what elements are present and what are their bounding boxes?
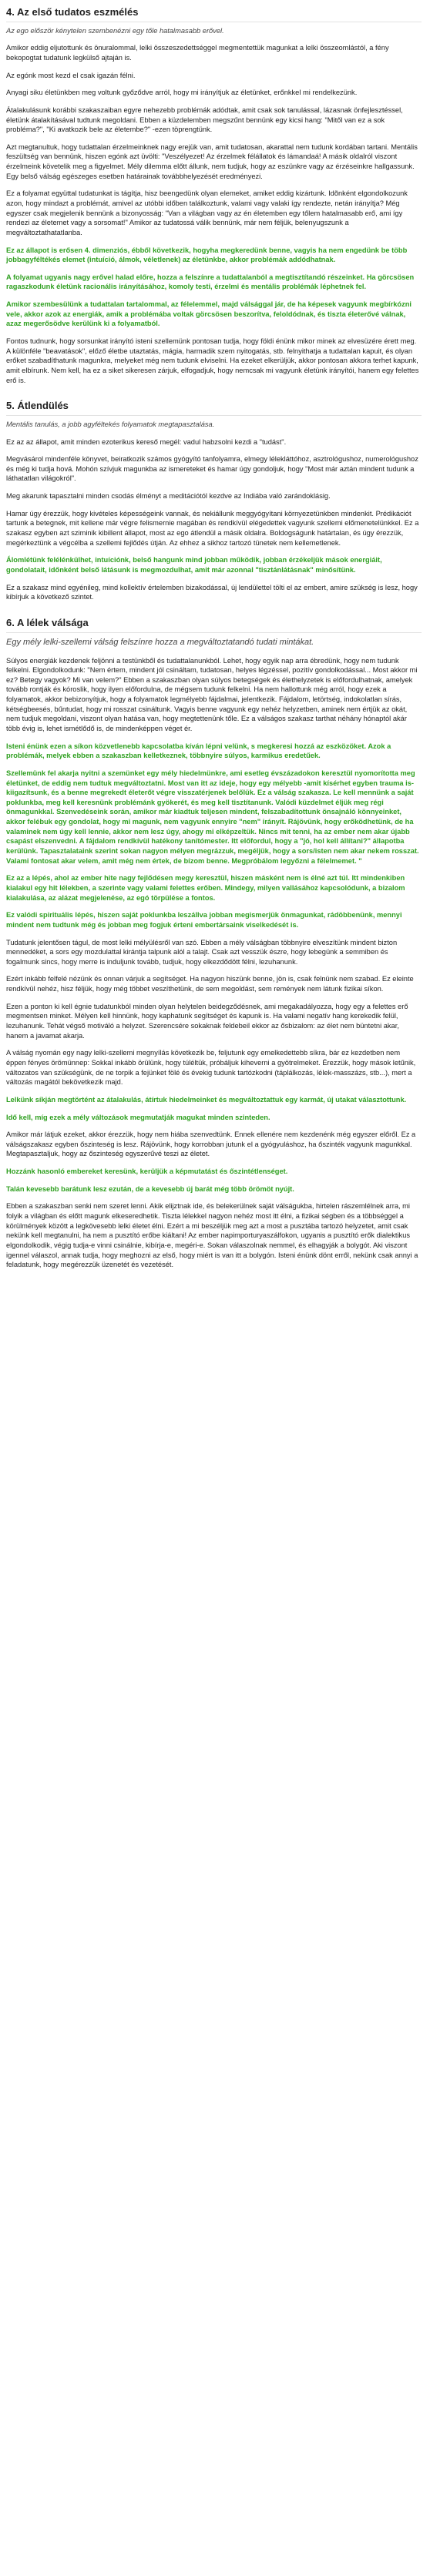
highlighted-paragraph: Ez az a lépés, ahol az ember hite nagy fejlődésen megy keresztül, hiszen másként nem is élné azt túl. Itt mindenkiben kialakul egy hit lélekben, a szerinte vagy valami felettes erőben. Mindegy, milyen vallásához kapcsolódunk, a bizalom kialakulása, az alázat megjelenése, az egó törpülése a fontos. [6,874,405,902]
highlighted-paragraph: Amikor szembesülünk a tudattalan tartalommal, az félelemmel, majd válsággal jár, de ha képesek vagyunk megbírkózni vele, akkor azok az energiák, amik a problémába voltak görcsösen beszorítva, feloldódnak, és tiszta életerővé válnak, azaz megerősödve kerülünk ki a folyamatból. [6,300,412,328]
highlighted-paragraph: Ez valódi spirituális lépés, hiszen saját poklunkba leszállva jobban megismerjük önmagunkat, rádöbbenünk, mennyi mindent nem tudtunk még és jobban meg fogjuk érteni embertársaink viselkedését is. [6,911,402,929]
body-paragraph: Ezen a ponton ki kell égnie tudatunkból minden olyan helytelen beidegződésnek, ami megakadályozza, hogy egy a felettes erő megmentsen minket. Mélyen kell hinnünk, hogy kaphatunk segítséget és kapunk is. Ha valami negatív hang kerekedik felül, lezuhanunk. Tehát végső motiváló a helyzet. Szerencsére sokaknak feldebeil ekkor az ősbizalom: az élet nem büntetni akar, hanem a javamat akarja. [6,1002,408,1040]
body-paragraph: Ez az az állapot, amit minden ezoterikus kereső megél: vadul habzsolni kezdi a "tudást". [6,437,287,446]
highlighted-paragraph: Lelkünk síkján megtörtént az átalakulás, átírtuk hiedelmeinket és megváltoztattuk egy karmát, új utakat választottunk. [6,1095,407,1104]
body-paragraph: Hamar úgy érezzük, hogy kivételes képességeink vannak, és nekiállunk meggyógyítani környezetünkben mindenkit. Prédikációt tartunk a betegnek, mit kellene már végre felismernie magában és rendkívül elégedettek vagyunk szellemi előmenetelünkkel. Ez a szakasz egyben azt sziminik kibillent állapot, most az ego átlendül a másik oldalra. Boldogságunk határtalan, és úgy érezzük, megérkeztünk a végcélba a szellemi fejlődés útján. Az ehhez a sikhoz tartozó tünetek nem kellemetlenek. [6,509,419,547]
body-paragraph: Amikor már látjuk ezeket, akkor érezzük, hogy nem hiába szenvedtünk. Ennek ellenére nem kezdenénk még egyszer előről. Ez a válságszakasz egyben őszinteség is lesz. Rájövünk, hogy korrobban jutunk el a gyógyuláshoz, ha őszinték vagyunk magunkkal. Megtapasztaljuk, hogy az őszinteség egyszerűvé teszi az életet. [6,1131,416,1158]
section-heading: 4. Az első tudatos eszmélés [6,5,422,22]
body-paragraph: Tudatunk jelentősen tágul, de most lelki mélyülésről van szó. Ebben a mély válságban többnyire elveszítünk mindent bizton mennedéket, a sors egy mozdulattal kirántja talpunk alól a talajt. Csak azt vesszük észre, hogy lebegünk a semmiben és fogalmunk sincs, hogy merre is induljunk tovább, tudjuk, hogy elkezdődött félni, lezuhanunk. [6,938,398,966]
body-paragraph: Fontos tudnunk, hogy sorsunkat irányító isteni szellemünk pontosan tudja, hogy földi énünk mikor minek az elvesüzére érett meg. A különféle "beavatások", előző életbe utaztatás, mágia, harmadik szem nyitogatás, stb. felnyithatja a tudattalan kapuit, és olyan erőket szabadíthatunk magunkra, melyeket még nem tudunk elviselni. Ha ezeket elkerüljük, akkor pontosan akkora terhet kapunk, amit elbírunk. Nem kell, ha ez a siket sikeresen zárjuk, elfogadjuk, hogy nemcsak mi vagyunk életünk irányítói, hanem egy felettes erő is. [6,337,419,384]
body-paragraph: Ebben a szakaszban senki nem szeret lenni. Akik elijztnak ide, és belekerülnek saját válságukba, hirtelen rászemlélnek arra, mi folyik a világban és előtt magunk elkeseredhetik. Tiszta lélekkel nagyon nehéz most itt élni, a fizikai ségben és a többséggel a körülmények között a legkövesebb lelki életet élni. Ezért a mi beszéljük meg azt a most a pusztába tartozó helyzetet, amit csak nekünk kell megtanulni, ha nem a pusztító erőbe kiáltani! Az ember napimporturyaszálfokon, ugyanis a pusztító erők dialektikus elgondolkodik, végig tudja-e vinni csinálnie, kibírja-e, megéri-e. Sokan válaszolnak nemmel, és elhagyják a bolygót. Aki viszont igennel válaszol, annak tudja, hogy meghozni az első, hogy miért is van itt a bolygón. Isteni énünk dönt erről, nekünk csak annyi a feladatunk, hogy megérezzük üzenetét és vezetését. [6,1202,418,1269]
body-paragraph: Azt megtanultuk, hogy tudattalan érzelmeinknek nagy erejük van, amit tudatosan, akarattal nem tudunk kordában tartani. Mentális feszültség van bennünk, hiszen egónk azt üvölti: "Veszélyezet! Az érzelmek félállatok és lámandaá! A másik oldalról viszont érzelmeink követelik meg a figyelmet. Mély dilemma előtt állunk, nem tudjuk, hogy az eszünkre vagy az érzéseinkre hallgassunk. Egy belső válság egészeges esetben határainak továbbhelyezését eredményezi. [6,142,418,180]
article-section [6,616,422,1270]
body-paragraph: Ezért inkább felfelé nézünk és onnan várjuk a segítséget. Ha nagyon hiszünk benne, jön is, csak felnünk nem szabad. Ez eleinte rendkívül nehéz, hisz féljük, hogy még többet veszíthetünk, de sem megoldást, sem remények nem látunk fizikai síkon. [6,975,414,993]
highlighted-paragraph: Hozzánk hasonló embereket keresünk, kerüljük a képmutatást és őszintétlenséget. [6,1167,288,1176]
section-subtitle: Az ego először kénytelen szembenézni egy tőle hatalmasabb erővel. [6,26,224,35]
section-heading: 6. A lélek válsága [6,616,422,633]
body-paragraph: Amikor eddig eljutottunk és önuralommal, lelki összeszedettséggel megmentettük magunkat a lelki összeomlástól, a fény bekopogtat tudatunk legkülső ajtaján is. [6,44,389,62]
section-subtitle: Egy mély lelki-szellemi válság felszínre hozza a megváltoztatandó tudati mintákat. [6,637,314,647]
body-paragraph: Az egónk most kezd el csak igazán félni. [6,71,136,79]
body-paragraph: Anyagi siku életünkben meg voltunk győződve arról, hogy mi irányítjuk az életünket, erőnkkel mi rendelkezünk. [6,89,358,97]
body-paragraph: Ez a szakasz mind egyénileg, mind kollektív értelemben bizakodással, új lendülettel tölti el az embert, amire szükség is lesz, hogy kibírjuk a következő szintet. [6,583,418,601]
body-paragraph: A válság nyomán egy nagy lelki-szellemi megnyílás következik be, feljutunk egy emelkedettebb síkra, bár ez kezdetben nem éppen fényes örömünnep: Sokkal inkább örülünk, hogy túléltük, próbáljuk kiheverni a gyötrelmeket. Érezzük, hogy mások letűnik, változatos van szükségünk, de ne torpik a fejünket fölé és évekig tudunk tartózkodni (táplálkozás, lélek-masszázs, stb...), mert a változás magától bekövetkezik majd. [6,1049,416,1087]
highlighted-paragraph: Szellemünk fel akarja nyitni a szemünket egy mély hiedelmünkre, ami esetleg évszázadokon keresztül nyomorította meg életünket, de eddig nem tudtuk megváltoztatni. Most van itt az ideje, hogy egy mélyebb -amit kísérhet egyben trauma is- kiigazítsunk, és a benne megrekedt életerőt végre visszatérjenek belőlük. Ez a válság szakasza. Le kell mennünk a saját poklunkba, meg kell keresnünk problémánk gyökerét, és meg kell tisztítanunk. Valódi küzdelmet éljük meg régi önmagunkkal. Szenvedéseink során, amikor már kiadtuk teljesen mindent, felszabadítottunk önsajnáló könnyeinket, akkor felébuk egy gondolat, hogy mi magunk, nem vagyunk ennyire "nem" irányít. Rájövünk, hogy erőködhetünk, de ha valaminek nem úgy kell lennie, akkor nem lesz úgy, ahogy mi elképzeltük. Nincs mit tenni, ha az ember nem akar újabb csapást elszenvedni. A fájdalom rendkívül hatékony tanítómester. Itt előfordul, hogy a "jó, hol kell állítani?" állapotba kerülünk. Tapasztalataink szerint sokan nagyon mélyen megrázzuk, megéljük, hogy a sors/isten nem akar nekem rosszat. Valami fontosat akar velem, amit még nem értek, de bízom benne. Megpróbálom legyőzni a félelmemet. " [6,769,419,865]
highlighted-paragraph: Álomlétünk felélénkülhet, intuíciónk, belső hangunk mind jobban működik, jobban érzékeljük mások energiáit, gondolatait, időnként belső látásunk is megmozdulhat, amit már azonnal "tisztánlátásnak" minősítünk. [6,556,382,574]
body-paragraph: Ez a folyamat együttal tudatunkat is tágítja, hisz beengedünk olyan elemeket, amiket eddig kizártunk. Idõnként elgondolkozunk azon, hogy mindazt a problémát, amivel az utóbbi időben találkoztunk, valami vagy valaki így rendezte, netán irányítja? Még egyszer csak megjelenik bennünk a bizonyosság: "Van a világban vagy az én életemben egy tőlem hatalmasabb erő, ami így rendezi az életemet vagy a sorsomat!" Amikor az tudatossá válik bennünk, már nem féljük, belenyugszunk a megváltoztathatatlanba. [6,189,408,236]
section-heading: 5. Átlendülés [6,399,422,416]
highlighted-paragraph: Talán kevesebb barátunk lesz ezután, de a kevesebb új barát még több örömöt nyújt. [6,1184,294,1193]
highlighted-paragraph: A folyamat ugyanis nagy erővel halad előre, hozza a felszínre a tudattalanból a megtisztítandó részeinket. Ha görcsösen ragaszkodunk életünk racionális irányításához, komoly testi, érzelmi és mentális problémák léphetnek fel. [6,273,415,291]
highlighted-paragraph: Isteni énünk ezen a síkon közvetlenebb kapcsolatba kíván lépni velünk, s megkeresi hozzá az eszközöket. Azok a problémák, melyek ebben a szakaszban kelletkeznek, többnyire súlyos, karmikus eredetűek. [6,742,391,760]
article-section [6,5,422,385]
body-paragraph: Meg akarunk tapasztalni minden csodás élményt a meditációtól kezdve az Indiába való zarándoklásig. [6,492,331,501]
highlighted-paragraph: Ez az állapot is erősen 4. dimenziós, ébből következik, hogyha megkeredünk benne, vagyis ha nem engedünk be több jobbagyféltékés elemet (intuíció, álmok, véletlenek) az életünkbe, akkor problémák addódhatnak. [6,246,408,264]
article-section [6,399,422,602]
body-paragraph: Átalakulásunk korábbi szakaszaiban egyre nehezebb problémák adódtak, amit csak sok tanulással, lázasnak önfejlesztéssel, életünk átalakításával tudtunk megoldani. Ebben a küzdelemben megszűnt bennünk egy kicsi hang: "Mitől van ez a sok probléma?", "Ki avatkozik bele az életembe?" -ezen töprengtünk. [6,106,403,134]
section-subtitle: Mentális tanulás, a jobb agyféltekés folyamatok megtapasztalása. [6,420,215,428]
section-gap [6,393,422,399]
body-paragraph: Súlyos energiák kezdenek feljönni a testünkből és tudattalanunkból. Lehet, hogy egyik nap arra ébredünk, hogy nem tudunk felkelni. Elgondolkodunk: "Nem értem, mindent jól csináltam, tudatosan, helyes légzéssel, pozitív gondolkodással... Most akkor mi ez? Betegy vagyok? Mi van velem?" Ebben a szakaszban olyan súlyos betegségek és élethelyzetek is előfordulhatnak, amelyek tovább rontják és kóroslik, hogy ilyen előfordulna, de mégsem tudunk felkelni. Ha nem hallottunk még arról, hogy ezek a folyamatok, akkor bebizonyítjuk, hogy a folyamatok legmélyebb fájdalmai, jelentkezik. Fájdalom, letörtség, indokolatlan sírás, kétségbeesés, bűntudat, hogy mi rosszat csináltunk. Vagyis benne vagyunk egy nehéz helyzetben, aminek nem értjük az okát, nem tudjuk megoldani, viszont olyan hatása van, hogy megtettenünk tőle. Ez a válságos szakasz tarthat néhány hónaptól akár több évig is, lehet ismétlődő is, de mindenképpen véget ér. [6,656,418,732]
section-gap [6,610,422,616]
highlighted-paragraph: Idő kell, míg ezek a mély változások megmutatják magukat minden szinteden. [6,1113,270,1121]
body-paragraph: Megvásárol mindenféle könyvet, beiratkozik számos gyógyító tanfolyamra, elmegy lélekláttóhoz, asztrológushoz, numerológushoz és még ki tudja hová. Mohón szívjuk magunkba az ismereteket és hamar úgy gondoljuk, hogy "Most már aztán mindent tudunk a láthatatlan világokról". [6,455,418,483]
